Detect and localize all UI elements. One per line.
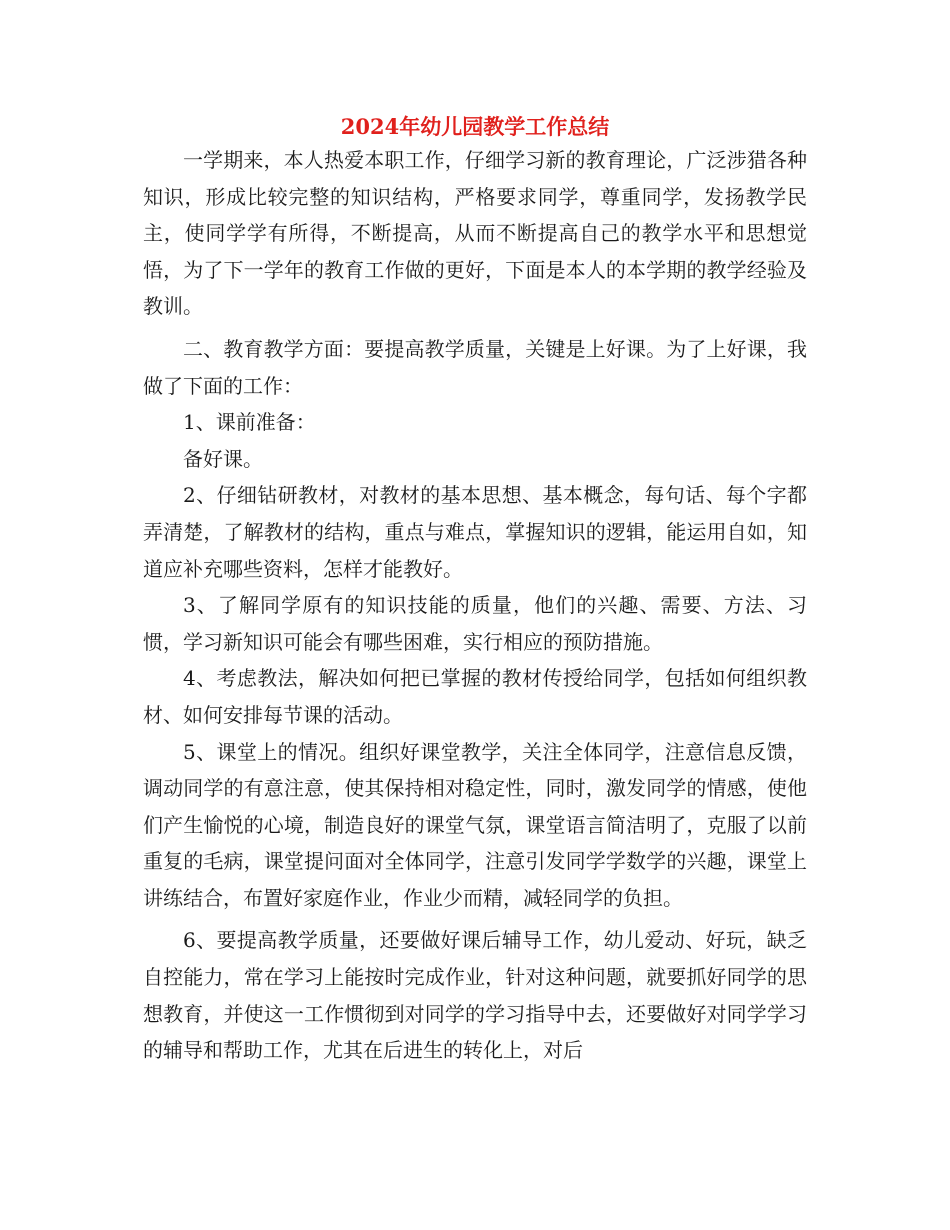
paragraph-item-4: 4、考虑教法，解决如何把已掌握的教材传授给同学，包括如何组织教材、如何安排每节课的活动。	[143, 666, 807, 727]
paragraph-section-two: 二、教育教学方面：要提高教学质量，关键是上好课。为了上好课，我做了下面的工作：	[143, 336, 807, 398]
document-body	[143, 112, 807, 1069]
document-title: 2024年幼儿园教学工作总结	[340, 114, 610, 139]
paragraph-intro: 一学期来，本人热爱本职工作，仔细学习新的教育理论，广泛涉猎各种知识，形成比较完整的知识结构，严格要求同学，尊重同学，发扬教学民主，使同学学有所得，不断提高，从而不断提高自己的教学水平和思想觉悟，为了下一学年的教育工作做的更好，下面是本人的本学期的教学经验及教训。	[143, 148, 807, 319]
paragraph-item-5: 5、课堂上的情况。组织好课堂教学，关注全体同学，注意信息反馈，调动同学的有意注意，使其保持相对稳定性，同时，激发同学的情感，使他们产生愉悦的心境，制造良好的课堂气氛，课堂语言简洁明了，克服了以前重复的毛病，课堂提问面对全体同学，注意引发同学学数学的兴趣，课堂上讲练结合，布置好家庭作业，作业少而精，减轻同学的负担。	[143, 739, 807, 910]
paragraph-item-3: 3、了解同学原有的知识技能的质量，他们的兴趣、需要、方法、习惯，学习新知识可能会有哪些困难，实行相应的预防措施。	[143, 593, 807, 654]
paragraph-prepare: 备好课。	[183, 446, 263, 471]
paragraph-item-6: 6、要提高教学质量，还要做好课后辅导工作，幼儿爱动、好玩，缺乏自控能力，常在学习上能按时完成作业，针对这种问题，就要抓好同学的思想教育，并使这一工作惯彻到对同学的学习指导中去，还要做好对同学学习的辅导和帮助工作，尤其在后进生的转化上，对后	[143, 928, 807, 1063]
paragraph-item-2: 2、仔细钻研教材，对教材的基本思想、基本概念，每句话、每个字都弄清楚，了解教材的结构，重点与难点，掌握知识的逻辑，能运用自如，知道应补充哪些资料，怎样才能教好。	[143, 483, 807, 581]
paragraph-item-1: 1、课前准备：	[183, 410, 316, 435]
